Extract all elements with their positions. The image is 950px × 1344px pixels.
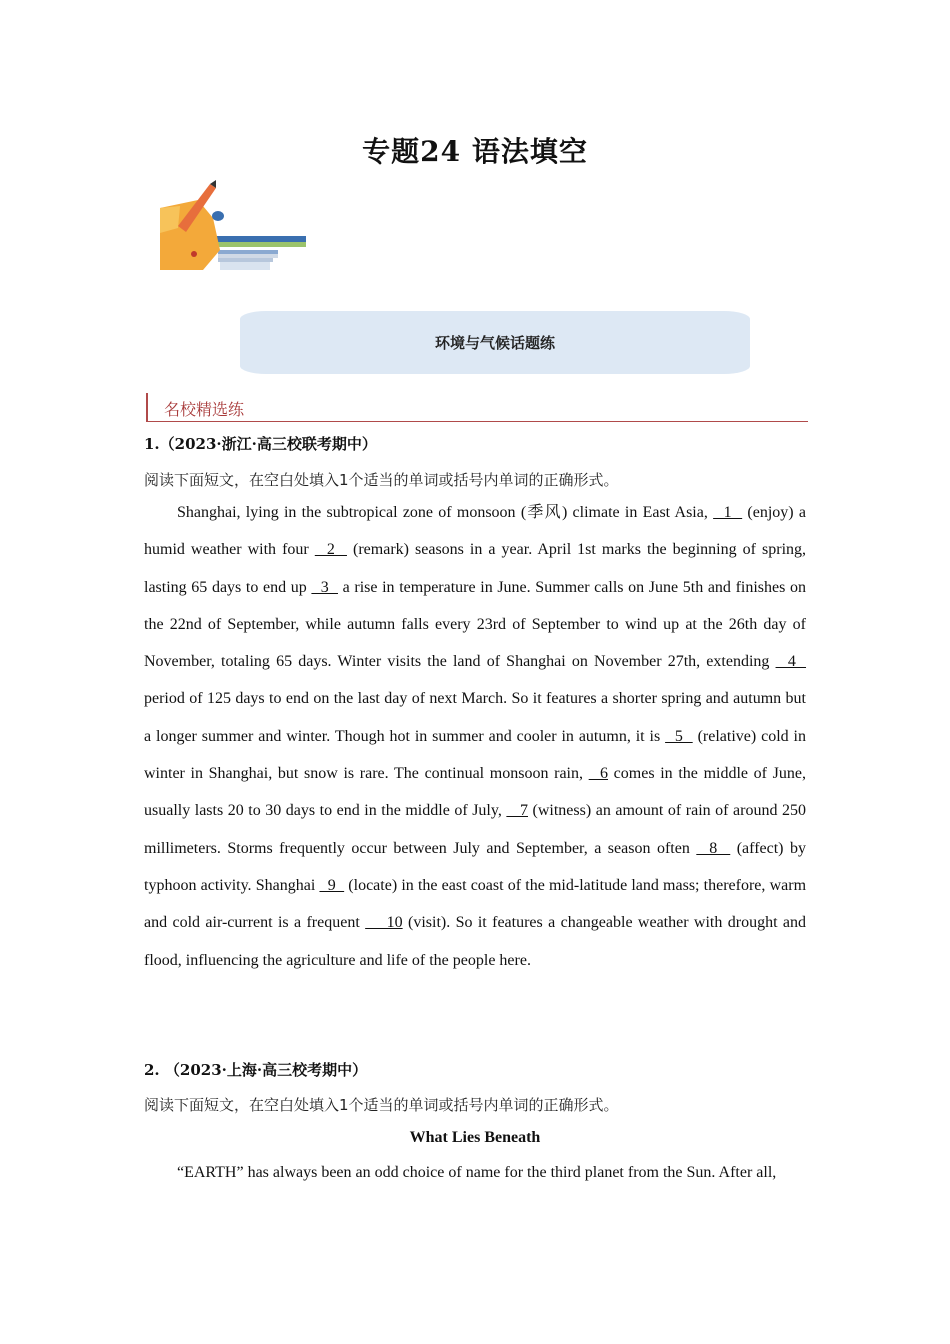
- question-1-passage: [144, 494, 806, 979]
- question-1-instruction: 阅读下面短文，在空白处填入1个适当的单词或括号内单词的正确形式。: [144, 471, 619, 489]
- passage-text: a rise in temperature in June. Summer calls on June 5th and finishes on the 22nd of September, while autumn falls every 23rd of September to wind up at the 26th day of November, totaling 65 days. Winter visits the land of Shanghai on November 27th, extending: [144, 578, 806, 671]
- blank-9[interactable]: 9: [319, 876, 345, 894]
- passage-text: (remark) seasons in a year. April 1st marks the beginning of spring, lasting 65 days to end up: [144, 541, 807, 596]
- blank-1[interactable]: 1: [713, 504, 743, 521]
- section-header: [146, 393, 808, 422]
- topic-label: 环境与气候话题练: [434, 334, 555, 352]
- question-1-header: 1.（2023·浙江·高三校联考期中）: [144, 435, 377, 453]
- question-2-header: 2. （2023·上海·高三校考期中）: [144, 1061, 368, 1079]
- passage-text: comes in the middle of June, usually lasts 20 to 30 days to end in the middle of July,: [144, 765, 806, 820]
- passage-text: (affect) by typhoon activity. Shanghai: [144, 839, 806, 894]
- topic-banner: [240, 311, 750, 374]
- blank-8[interactable]: 8: [696, 839, 731, 857]
- passage-text: (locate) in the east coast of the mid-latitude land mass; therefore, warm and cold air-current is a frequent: [144, 876, 807, 932]
- blank-6[interactable]: 6: [588, 765, 609, 783]
- books-pencil-illustration: [158, 178, 308, 273]
- page-title: 专题24 语法填空: [362, 135, 588, 168]
- passage-text: (witness) an amount of rain of around 250 millimeters. Storms frequently occur between July and September, a season often: [144, 802, 807, 857]
- blank-4[interactable]: 4: [775, 653, 807, 671]
- blank-3[interactable]: 3: [311, 578, 338, 596]
- blank-2[interactable]: 2: [314, 541, 347, 559]
- passage-2-title: What Lies Beneath: [409, 1129, 541, 1146]
- passage-text: (visit). So it features a changeable weather with drought and flood, influencing the agriculture and life of the people here.: [144, 914, 806, 969]
- blank-7[interactable]: 7: [506, 802, 528, 820]
- passage-text: period of 125 days to end on the last day of next March. So it features a shorter spring and autumn but a longer summer and winter. Though hot in summer and cooler in autumn, it is: [144, 690, 806, 745]
- passage-2-first-line: “EARTH” has always been an odd choice of name for the third planet from the Sun. After all,: [177, 1164, 777, 1181]
- passage-text: (enjoy) a humid weather with four: [144, 504, 807, 559]
- blank-5[interactable]: 5: [665, 727, 693, 745]
- section-title: 名校精选练: [164, 400, 245, 419]
- passage-text: (relative) cold in winter in Shanghai, but snow is rare. The continual monsoon rain,: [144, 727, 806, 783]
- blank-10[interactable]: 10: [365, 914, 403, 932]
- passage-text: Shanghai, lying in the subtropical zone of monsoon (季风) climate in East Asia,: [177, 504, 714, 521]
- question-2-instruction: 阅读下面短文，在空白处填入1个适当的单词或括号内单词的正确形式。: [144, 1096, 619, 1114]
